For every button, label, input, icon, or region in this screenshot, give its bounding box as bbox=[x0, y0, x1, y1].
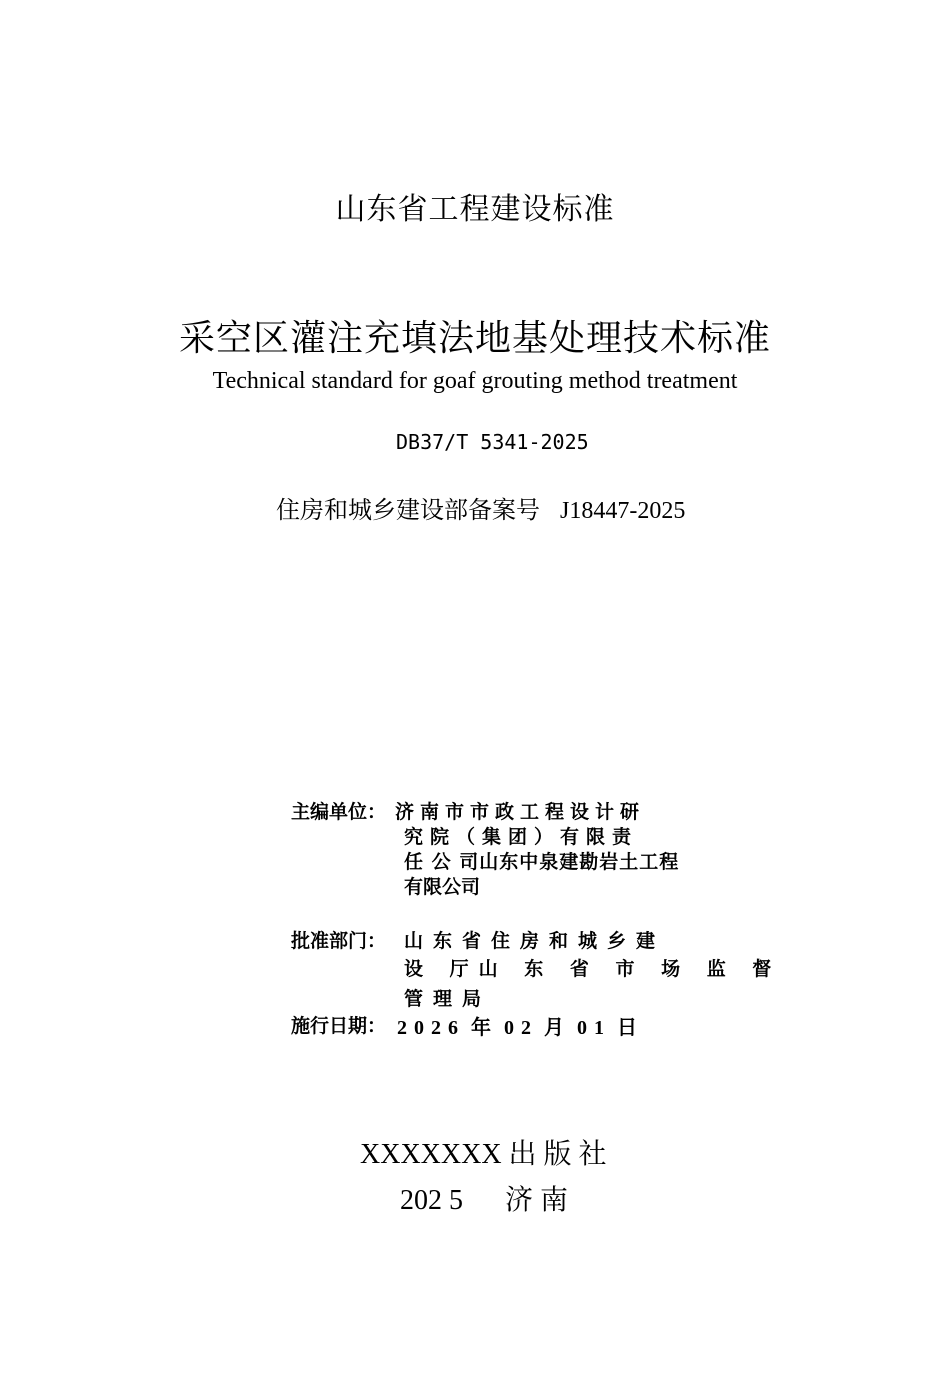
document-title-en: Technical standard for goaf grouting method treatment bbox=[212, 368, 738, 394]
chief-editor-line: 有限公司 bbox=[404, 876, 481, 898]
approval-line: 山东省住房和城乡建 bbox=[404, 930, 666, 952]
approval-line: 设 厅山 东 省 市 场 监 督 bbox=[404, 958, 782, 980]
series-title: 山东省工程建设标准 bbox=[335, 192, 615, 227]
approval-line: 管理局 bbox=[404, 988, 492, 1010]
filing-label: 住房和城乡建设部备案号 bbox=[276, 496, 540, 524]
filing-number-line bbox=[276, 490, 685, 525]
effective-date-value: 2 0 2 6 年 0 2 月 0 1 日 bbox=[397, 1017, 638, 1039]
filing-code: J18447-2025 bbox=[560, 498, 686, 524]
standard-number: DB37/T 5341-2025 bbox=[396, 430, 589, 454]
publisher: XXXXXXX 出 版 社 bbox=[360, 1139, 607, 1170]
publish-place-year: 202 5 济 南 bbox=[400, 1185, 569, 1216]
chief-editor-line: 究院（集团）有限责 bbox=[404, 826, 639, 848]
effective-date-label: 施行日期： bbox=[291, 1015, 387, 1037]
approval-label: 批准部门： bbox=[291, 930, 387, 952]
chief-editor-line: 济南市市政工程设计研 bbox=[395, 801, 646, 823]
chief-editor-label: 主编单位： bbox=[291, 801, 387, 823]
chief-editor-line: 任 公 司山东中泉建勘岩土工程 bbox=[404, 851, 680, 873]
document-title-cn: 采空区灌注充填法地基处理技术标准 bbox=[178, 318, 771, 359]
